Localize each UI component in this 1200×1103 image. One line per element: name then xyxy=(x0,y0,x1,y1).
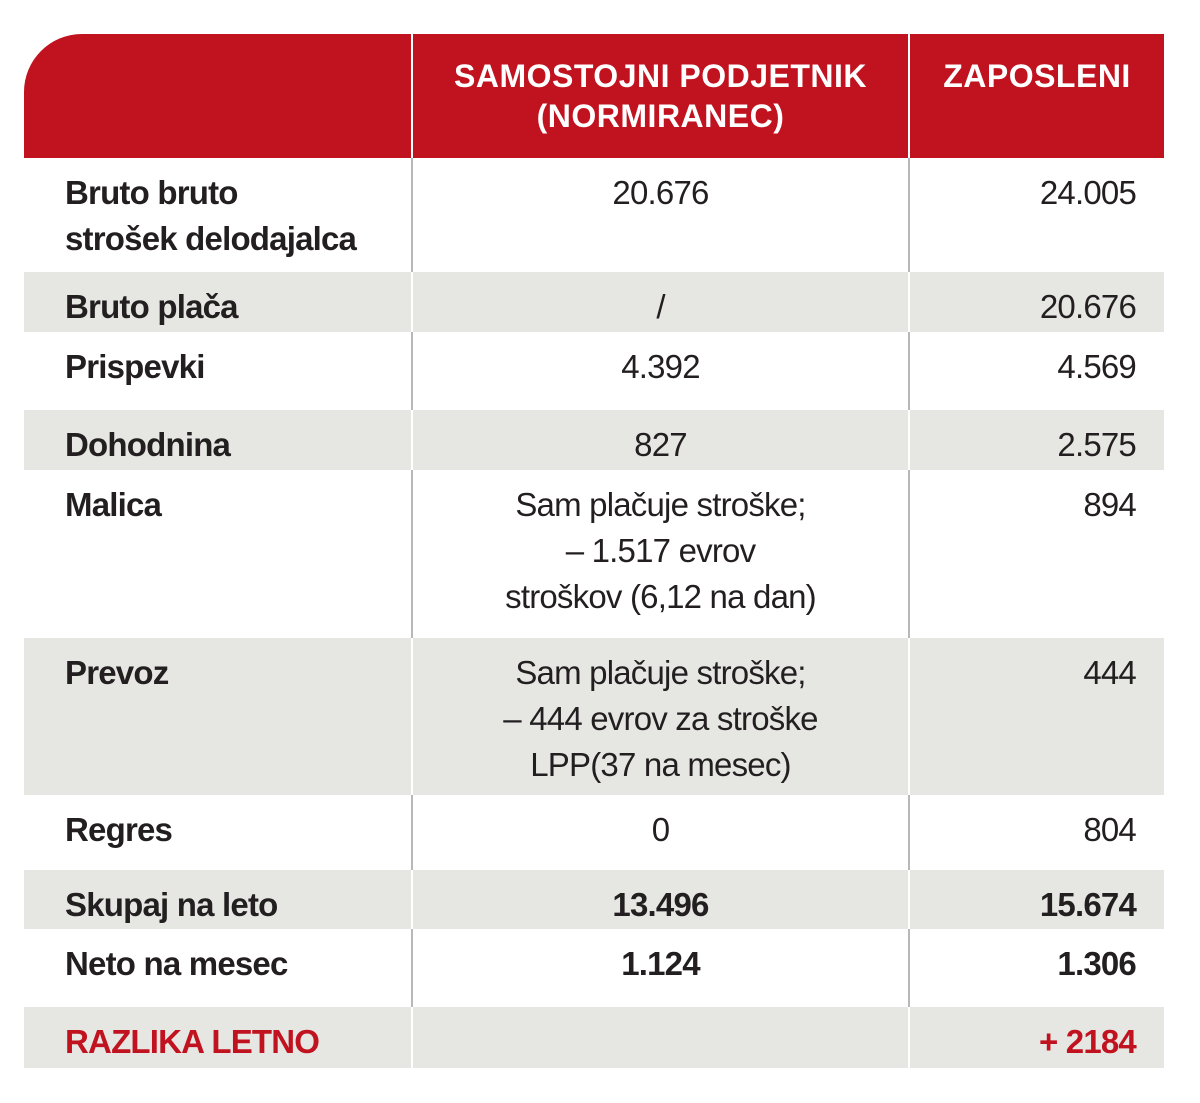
table-row xyxy=(24,410,1164,470)
zaposleni-value: 804 xyxy=(908,795,1164,870)
table-row xyxy=(24,158,1164,272)
header-zaposleni: ZAPOSLENI xyxy=(908,34,1164,158)
table-header xyxy=(24,34,1164,158)
row-label: Neto na mesec xyxy=(65,945,288,982)
row-label: Prevoz xyxy=(65,654,169,691)
table-row xyxy=(24,332,1164,410)
zaposleni-value: 20.676 xyxy=(908,272,1164,332)
header-samostojni-podjetnik: SAMOSTOJNI PODJETNIK (NORMIRANEC) xyxy=(411,34,908,158)
podjetnik-value: / xyxy=(411,272,908,332)
table-row xyxy=(24,795,1164,870)
row-label: Skupaj na leto xyxy=(65,886,278,923)
table-row-difference xyxy=(24,1007,1164,1068)
zaposleni-value: 24.005 xyxy=(908,158,1164,272)
zaposleni-value: 444 xyxy=(908,638,1164,795)
table-row xyxy=(24,638,1164,795)
podjetnik-value: 0 xyxy=(411,795,908,870)
row-label: Dohodnina xyxy=(65,426,231,463)
podjetnik-value: 20.676 xyxy=(411,158,908,272)
comparison-table xyxy=(24,34,1164,1068)
row-label: Prispevki xyxy=(65,348,205,385)
difference-label: RAZLIKA LETNO xyxy=(65,1023,320,1060)
row-label: Malica xyxy=(65,486,162,523)
zaposleni-value: 2.575 xyxy=(908,410,1164,470)
podjetnik-total: 13.496 xyxy=(411,870,908,929)
zaposleni-neto: 1.306 xyxy=(908,929,1164,1007)
table-row xyxy=(24,870,1164,929)
row-label: Bruto plača xyxy=(65,288,238,325)
podjetnik-value: 827 xyxy=(411,410,908,470)
row-label: Bruto bruto strošek delodajalca xyxy=(65,174,357,257)
row-label: Regres xyxy=(65,811,173,848)
podjetnik-value: Sam plačuje stroške; – 1.517 evrov stroškov (6,12 na dan) xyxy=(411,470,908,638)
zaposleni-value: 4.569 xyxy=(908,332,1164,410)
table-row xyxy=(24,929,1164,1007)
podjetnik-difference xyxy=(411,1007,908,1068)
podjetnik-value: Sam plačuje stroške; – 444 evrov za stroške LPP(37 na mesec) xyxy=(411,638,908,795)
zaposleni-total: 15.674 xyxy=(908,870,1164,929)
podjetnik-value: 4.392 xyxy=(411,332,908,410)
zaposleni-difference: + 2184 xyxy=(908,1007,1164,1068)
podjetnik-neto: 1.124 xyxy=(411,929,908,1007)
table-row xyxy=(24,272,1164,332)
zaposleni-value: 894 xyxy=(908,470,1164,638)
table-row xyxy=(24,470,1164,638)
header-empty-cell xyxy=(24,34,411,158)
